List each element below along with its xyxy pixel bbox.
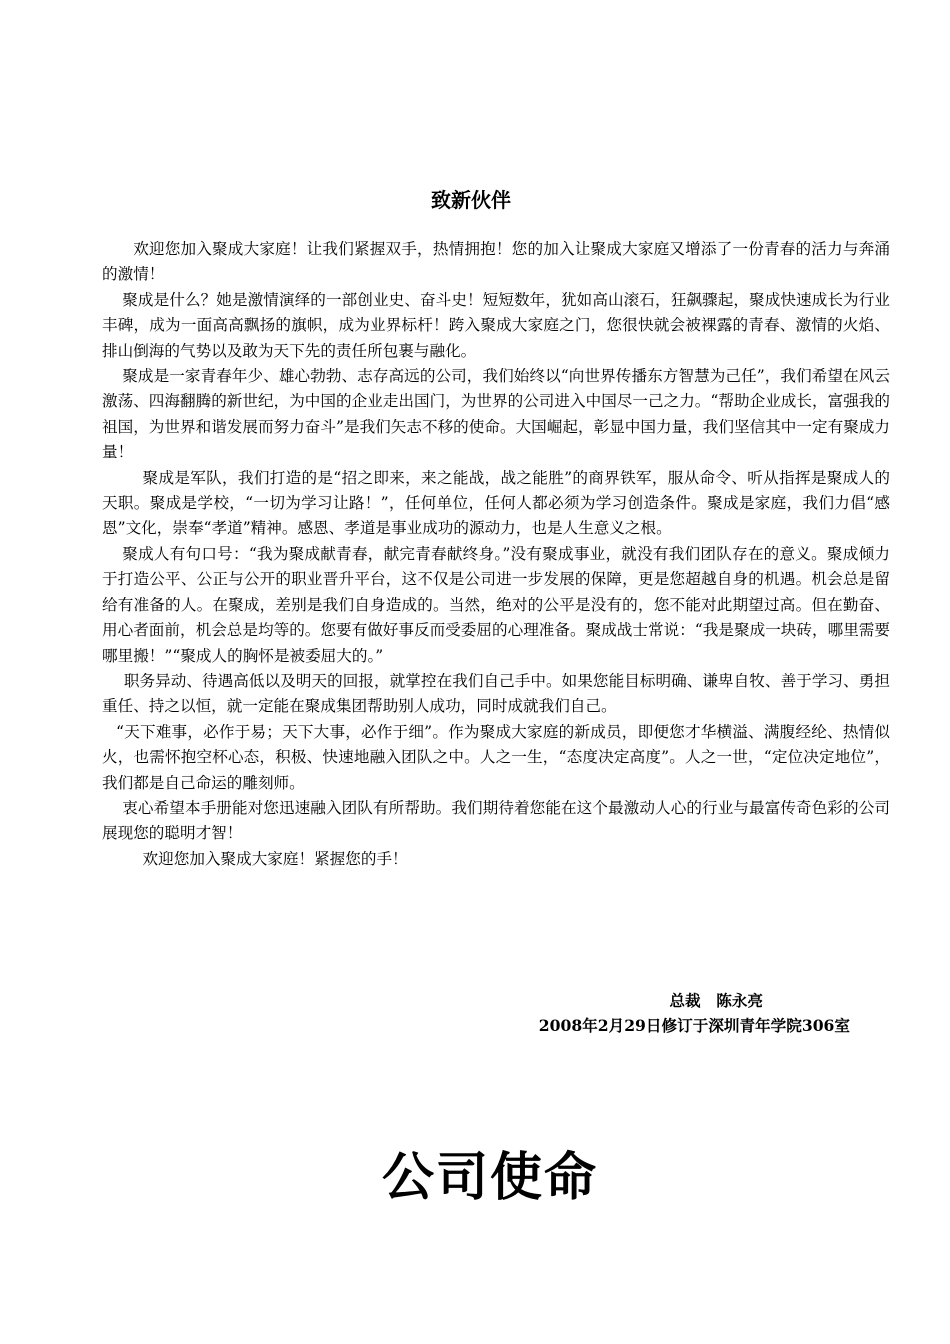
letter-body [102, 237, 890, 872]
letter-title: 致新伙伴 [431, 188, 511, 212]
paragraph-army-school-family: 聚成是军队，我们打造的是“招之即来，来之能战，战之能胜”的商界铁军，服从命令、听从指挥是聚成人的天职。聚成是学校，“一切为学习让路！”，任何单位，任何人都必须为学习创造条件。聚成是家庭，我们力倡“感恩”文化，崇奉“孝道”精神。感恩、孝道是事业成功的源动力，也是人生意义之根。 [102, 468, 890, 538]
section-heading-mission: 公司使命 [381, 1148, 598, 1208]
paragraph-what-is-jucheng: 聚成是什么？她是激情演绎的一部创业史、奋斗史！短短数年，犹如高山滚石，狂飙骤起，聚成快速成长为行业丰碑，成为一面高高飘扬的旗帜，成为业界标杆！跨入聚成大家庭之门，您很快就会被裸露的青春、激情的火焰、排山倒海的气势以及敢为天下先的责任所包裹与融化。 [102, 290, 890, 360]
paragraph-company-vision: 聚成是一家青春年少、雄心勃勃、志存高远的公司，我们始终以“向世界传播东方智慧为己任”，我们希望在风云激荡、四海翻腾的新世纪，为中国的企业走出国门，为世界的公司进入中国尽一己之力。“帮助企业成长，富强我的祖国，为世界和谐发展而努力奋斗”是我们矢志不移的使命。大国崛起，彰显中国力量，我们坚信其中一定有聚成力量！ [102, 367, 890, 462]
revision-date: 2008年2月29日修订于深圳青年学院306室 [538, 1016, 850, 1035]
paragraph-attitude: “天下难事，必作于易；天下大事，必作于细”。作为聚成大家庭的新成员，即便您才华横溢、满腹经纶、热情似火，也需怀抱空杯心态，积极、快速地融入团队之中。人之一生，“态度决定高度”。人之一世，“定位决定地位”，我们都是自己命运的雕刻师。 [102, 722, 890, 792]
paragraph-career: 职务异动、待遇高低以及明天的回报，就掌控在我们自己手中。如果您能目标明确、谦卑自牧、善于学习、勇担重任、持之以恒，就一定能在聚成集团帮助别人成功，同时成就我们自己。 [102, 671, 890, 716]
paragraph-welcome: 欢迎您加入聚成大家庭！让我们紧握双手，热情拥抱！您的加入让聚成大家庭又增添了一份青春的活力与奔涌的激情！ [102, 240, 890, 284]
paragraph-slogan: 聚成人有句口号：“我为聚成献青春，献完青春献终身。”没有聚成事业，就没有我们团队存在的意义。聚成倾力于打造公平、公正与公开的职业晋升平台，这不仅是公司进一步发展的保障，更是您超越自身的机遇。机会总是留给有准备的人。在聚成，差别是我们自身造成的。当然，绝对的公平是没有的，您不能对此期望过高。但在勤奋、用心者面前，机会总是均等的。您要有做好事反而受委屈的心理准备。聚成战士常说：“我是聚成一块砖，哪里需要哪里搬！”“聚成人的胸怀是被委屈大的。” [102, 544, 890, 665]
paragraph-closing: 欢迎您加入聚成大家庭！紧握您的手！ [142, 849, 408, 868]
signature: 总裁 陈永亮 [669, 991, 763, 1010]
paragraph-handbook-wish: 衷心希望本手册能对您迅速融入团队有所帮助。我们期待着您能在这个最激动人心的行业与最富传奇色彩的公司展现您的聪明才智！ [102, 798, 890, 843]
